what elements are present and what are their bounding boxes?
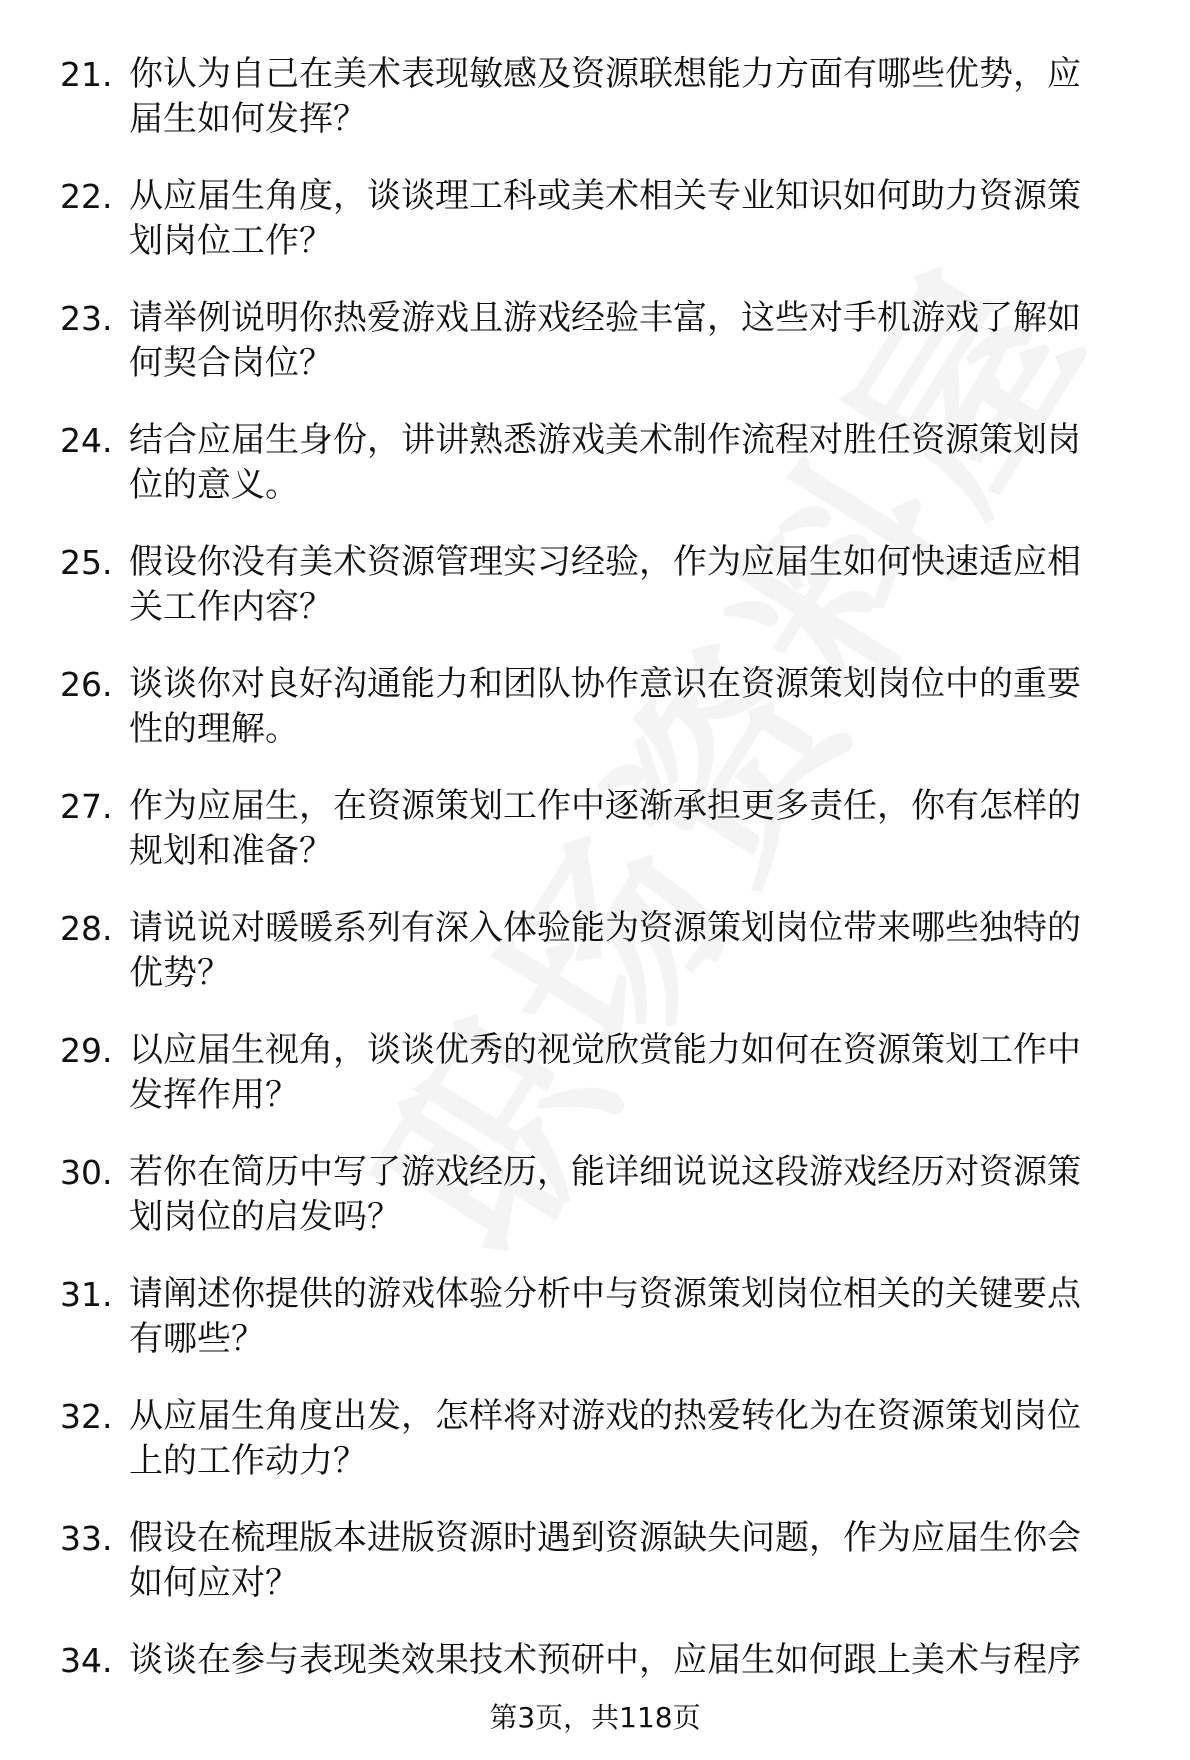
question-text: 谈谈你对良好沟通能力和团队协作意识在资源策划岗位中的重要 性的理解。 xyxy=(129,664,1081,749)
question-number: 28. xyxy=(60,909,113,948)
question-item xyxy=(60,418,1150,540)
question-item xyxy=(60,296,1150,418)
question-item xyxy=(60,1150,1150,1272)
question-text: 若你在简历中写了游戏经历，能详细说说这段游戏经历对资源策 划岗位的启发吗？ xyxy=(129,1152,1081,1237)
question-number: 27. xyxy=(60,787,113,826)
question-text: 请说说对暖暖系列有深入体验能为资源策划岗位带来哪些独特的 优势？ xyxy=(129,908,1081,993)
question-list xyxy=(60,52,1150,1760)
page-number-label: 第3页，共118页 xyxy=(489,1701,701,1734)
question-text: 从应届生角度，谈谈理工科或美术相关专业知识如何助力资源策 划岗位工作？ xyxy=(129,176,1081,261)
question-item xyxy=(60,540,1150,662)
question-text: 结合应届生身份，讲讲熟悉游戏美术制作流程对胜任资源策划岗 位的意义。 xyxy=(129,420,1081,505)
question-text: 请阐述你提供的游戏体验分析中与资源策划岗位相关的关键要点 有哪些？ xyxy=(129,1274,1081,1359)
question-number: 25. xyxy=(60,543,113,582)
question-text: 以应届生视角，谈谈优秀的视觉欣赏能力如何在资源策划工作中 发挥作用？ xyxy=(129,1030,1081,1115)
question-text: 从应届生角度出发，怎样将对游戏的热爱转化为在资源策划岗位 上的工作动力？ xyxy=(129,1396,1081,1481)
question-item xyxy=(60,1516,1150,1638)
question-number: 32. xyxy=(60,1397,113,1436)
question-number: 24. xyxy=(60,421,113,460)
question-item xyxy=(60,662,1150,784)
question-item xyxy=(60,1028,1150,1150)
question-text: 假设你没有美术资源管理实习经验，作为应届生如何快速适应相 关工作内容？ xyxy=(129,542,1081,627)
question-text: 假设在梳理版本进版资源时遇到资源缺失问题，作为应届生你会 如何应对？ xyxy=(129,1518,1081,1603)
question-number: 22. xyxy=(60,177,113,216)
question-number: 34. xyxy=(60,1641,113,1680)
question-item xyxy=(60,1272,1150,1394)
question-item xyxy=(60,1394,1150,1516)
question-item xyxy=(60,906,1150,1028)
question-item xyxy=(60,1638,1150,1760)
question-number: 21. xyxy=(60,55,113,94)
question-text: 谈谈在参与表现类效果技术预研中，应届生如何跟上美术与程序 xyxy=(129,1640,1081,1680)
question-text: 作为应届生，在资源策划工作中逐渐承担更多责任，你有怎样的 规划和准备？ xyxy=(129,786,1081,871)
question-item xyxy=(60,784,1150,906)
question-item xyxy=(60,174,1150,296)
question-number: 30. xyxy=(60,1153,113,1192)
question-number: 23. xyxy=(60,299,113,338)
question-number: 26. xyxy=(60,665,113,704)
question-number: 31. xyxy=(60,1275,113,1314)
question-text: 你认为自己在美术表现敏感及资源联想能力方面有哪些优势，应 届生如何发挥？ xyxy=(129,54,1081,139)
question-number: 33. xyxy=(60,1519,113,1558)
question-item xyxy=(60,52,1150,174)
question-text: 请举例说明你热爱游戏且游戏经验丰富，这些对手机游戏了解如 何契合岗位？ xyxy=(129,298,1081,383)
question-number: 29. xyxy=(60,1031,113,1070)
page-footer xyxy=(0,1700,1190,1736)
